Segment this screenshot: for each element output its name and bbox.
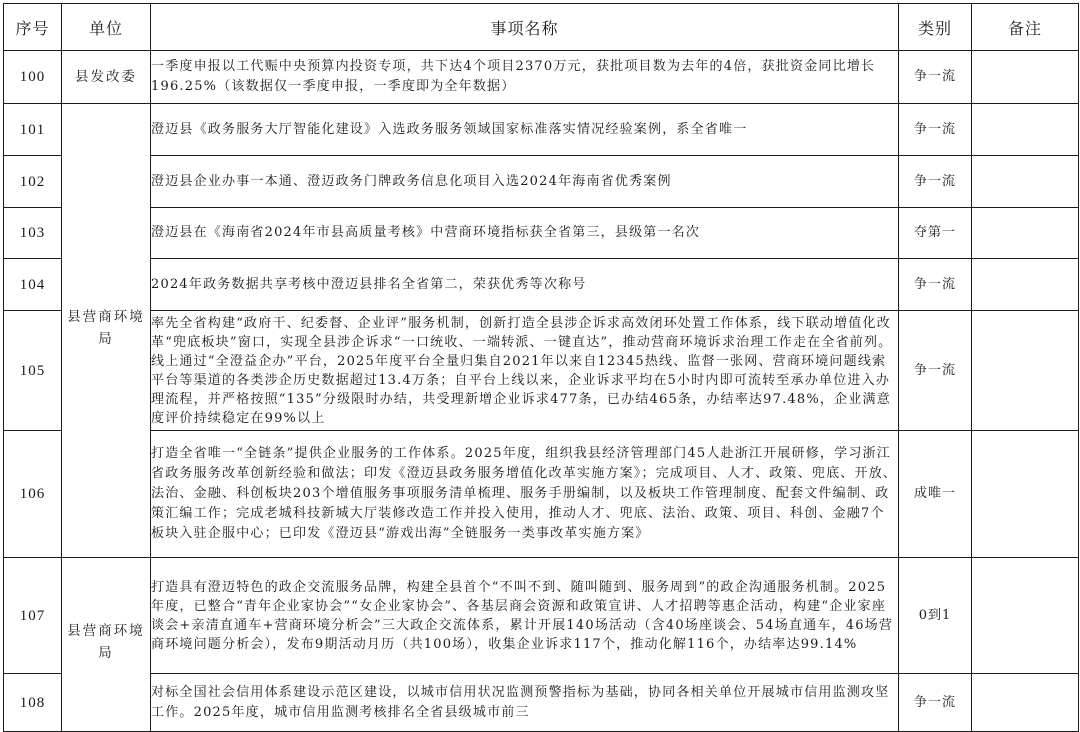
table-row	[4, 104, 1079, 156]
row-note	[972, 104, 1079, 156]
merged-unit-cell	[62, 104, 151, 558]
row-item: 对标全国社会信用体系建设示范区建设，以城市信用状况监测预警指标为基础，协同各相关单位开展城市信用监测攻坚工作。2025年度，城市信用监测考核排名全省县级城市前三	[151, 674, 899, 732]
row-no: 102	[4, 156, 62, 208]
row-item: 澄迈县企业办事一本通、澄迈政务门牌政务信息化项目入选2024年海南省优秀案例	[151, 156, 899, 208]
table-header-row	[4, 4, 1079, 51]
table-row	[4, 208, 1079, 259]
header-category: 类别	[899, 4, 972, 51]
row-note	[972, 259, 1079, 311]
row-item: 打造全省唯一“全链条”提供企业服务的工作体系。2025年度，组织我县经济管理部门45人赴浙江开展研修，学习浙江省政务服务改革创新经验和做法；印发《澄迈县政务服务增值化改革实施方案》；完成项目、人才、政策、兜底、开放、法治、金融、科创板块203个增值服务事项服务清单梳理、服务手册编制，以及板块工作管理制度、配套文件编制、政策汇编工作；完成老城科技新城大厅装修改造工作并投入使用，推动人才、兜底、法治、政策、项目、科创、金融7个板块入驻企服中心；已印发《澄迈县“游戏出海”全链服务一类事改革实施方案》	[151, 431, 899, 558]
row-category: 夺第一	[899, 208, 972, 259]
row-note	[972, 156, 1079, 208]
row-category: 成唯一	[899, 431, 972, 558]
header-item: 事项名称	[151, 4, 899, 51]
row-category: 争一流	[899, 259, 972, 311]
table-row	[4, 558, 1079, 674]
merged-unit-label: 县营商环境局	[67, 309, 145, 347]
header-no: 序号	[4, 4, 62, 51]
row-note	[972, 674, 1079, 732]
row-item: 澄迈县《政务服务大厅智能化建设》入选政务服务领域国家标准落实情况经验案例，系全省唯一	[151, 104, 899, 156]
row-category: 争一流	[899, 311, 972, 431]
row-category: 争一流	[899, 51, 972, 104]
row-category: 0到1	[899, 558, 972, 674]
row-note	[972, 311, 1079, 431]
row-item: 率先全省构建“政府干、纪委督、企业评”服务机制，创新打造全县涉企诉求高效闭环处置工作体系，线下联动增值化改革“兜底板块”窗口，实现全县涉企诉求“一口统收、一端转派、一键直达”，推动营商环境诉求治理工作走在全省前列。线上通过“全澄益企办”平台，2025年度平台全量归集自2021年以来自12345热线、监督一张网、营商环境问题线索平台等渠道的各类涉企历史数据超过13.4万条；自平台上线以来，企业诉求平均在5小时内即可流转至承办单位进入办理流程，并严格按照“135”分级限时办结，共受理新增企业诉求477条，已办结465条，办结率达97.48%，企业满意度评价持续稳定在99%以上	[151, 311, 899, 431]
row-no: 107	[4, 558, 62, 674]
row-category: 争一流	[899, 104, 972, 156]
row-item: 2024年政务数据共享考核中澄迈县排名全省第二，荣获优秀等次称号	[151, 259, 899, 311]
row-item: 打造具有澄迈特色的政企交流服务品牌，构建全县首个“不叫不到、随叫随到、服务周到”的政企沟通服务机制。2025年度，已整合“青年企业家协会”“女企业家协会”、各基层商会资源和政策宣讲、人才招聘等惠企活动，构建“企业家座谈会+亲清直通车+营商环境分析会”三大政企交流体系，累计开展140场活动（含40场座谈会、54场直通车，46场营商环境问题分析会），发布9期活动月历（共100场），收集企业诉求117个，推动化解116个，办结率达99.14%	[151, 558, 899, 674]
merged-unit-cell	[62, 558, 151, 732]
row-category: 争一流	[899, 156, 972, 208]
row-item: 澄迈县在《海南省2024年市县高质量考核》中营商环境指标获全省第三，县级第一名次	[151, 208, 899, 259]
table-row	[4, 674, 1079, 732]
table-row	[4, 311, 1079, 431]
merged-unit-label: 县营商环境局	[67, 623, 145, 661]
row-no: 104	[4, 259, 62, 311]
row-note	[972, 431, 1079, 558]
row-item: 一季度申报以工代赈中央预算内投资专项，共下达4个项目2370万元，获批项目数为去年的4倍，获批资金同比增长196.25%（该数据仅一季度申报，一季度即为全年数据）	[151, 51, 899, 104]
row-note	[972, 208, 1079, 259]
document-sheet	[3, 3, 1079, 732]
row-note	[972, 558, 1079, 674]
header-unit: 单位	[62, 4, 151, 51]
row-unit: 县发改委	[62, 51, 151, 104]
row-note	[972, 51, 1079, 104]
achievements-table	[3, 3, 1079, 732]
table-row	[4, 51, 1079, 104]
row-no: 103	[4, 208, 62, 259]
table-row	[4, 156, 1079, 208]
row-no: 101	[4, 104, 62, 156]
header-note: 备注	[972, 4, 1079, 51]
table-row	[4, 259, 1079, 311]
row-no: 100	[4, 51, 62, 104]
table-row	[4, 431, 1079, 558]
row-no: 105	[4, 311, 62, 431]
row-no: 108	[4, 674, 62, 732]
row-category: 争一流	[899, 674, 972, 732]
row-no: 106	[4, 431, 62, 558]
